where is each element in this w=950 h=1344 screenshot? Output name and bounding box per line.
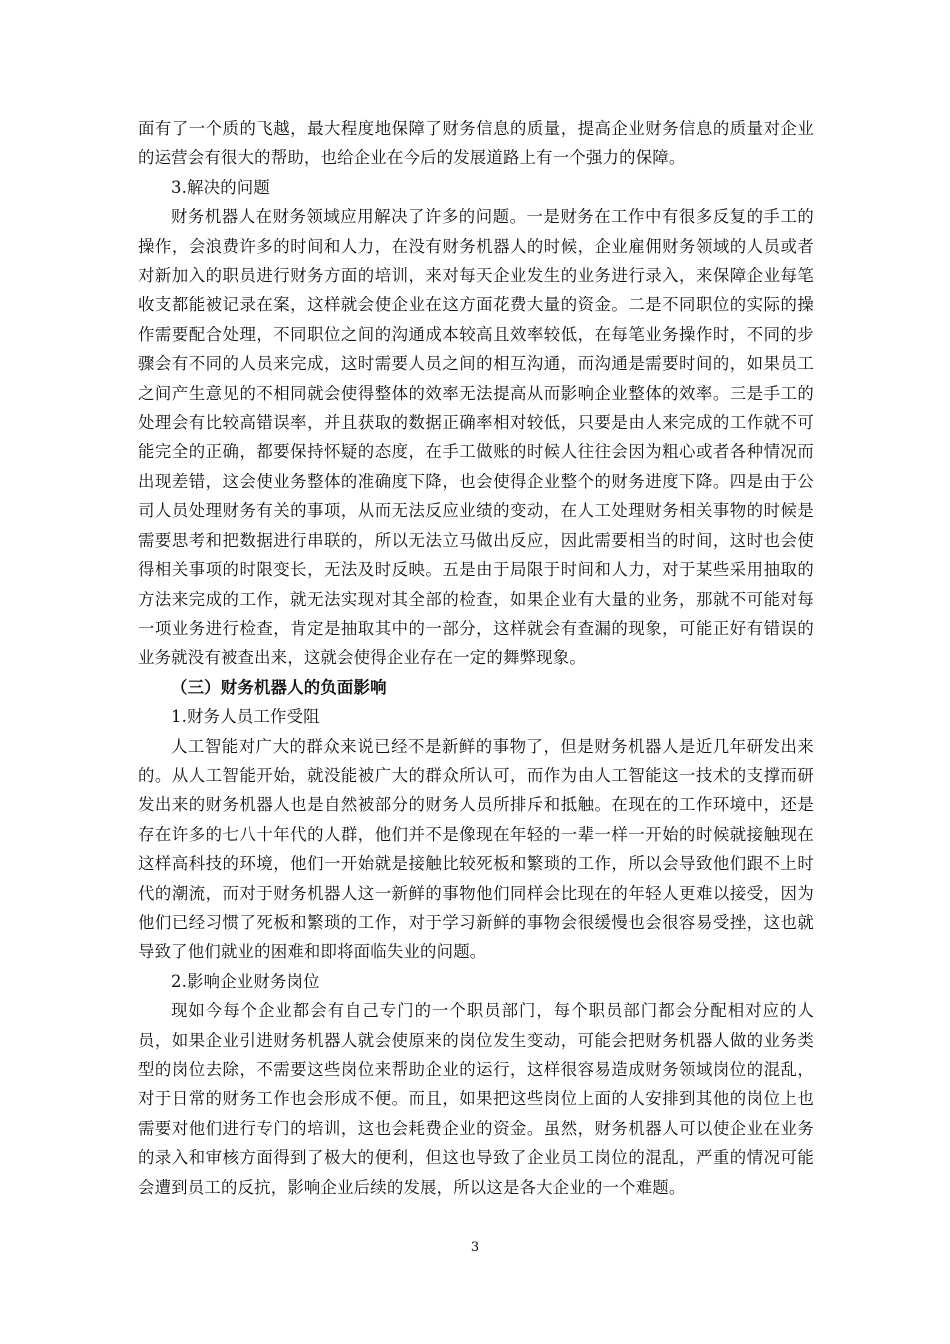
paragraph-staff-work-hindered: 人工智能对广大的群众来说已经不是新鲜的事物了，但是财务机器人是近几年研发出来的。从人工智能开始，就没能被广大的群众所认可，而作为由人工智能这一技术的支撑而研发出来的财务机器人也是自然被部分的财务人员所排斥和抵触。在现在的工作环境中，还是存在许多的七八十年代的人群，他们并不是像现在年轻的一辈一样一开始的时候就接触现在这样高科技的环境，他们一开始就是接触比较死板和繁琐的工作，所以会导致他们跟不上时代的潮流，而对于财务机器人这一新鲜的事物他们同样会比现在的年轻人更难以接受，因为他们已经习惯了死板和繁琐的工作，对于学习新鲜的事物会很缓慢也会很容易受挫，这也就导致了他们就业的困难和即将面临失业的问题。 <box>138 736 814 962</box>
paragraph-finance-positions: 现如今每个企业都会有自己专门的一个职员部门，每个职员部门都会分配相对应的人员，如果企业引进财务机器人就会使原来的岗位发生变动，可能会把财务机器人做的业务类型的岗位去除，不需要这些岗位来帮助企业的运行，这样很容易造成财务领域岗位的混乱，对于日常的财务工作也会形成不便。而且，如果把这些岗位上面的人安排到其他的岗位上也需要对他们进行专门的培训，这也会耗费企业的资金。虽然，财务机器人可以使企业在业务的录入和审核方面得到了极大的便利，但这也导致了企业员工岗位的混乱，严重的情况可能会遭到员工的反抗，影响企业后续的发展，所以这是各大企业的一个难题。 <box>138 1001 814 1197</box>
paragraph-resolved-problems: 财务机器人在财务领域应用解决了许多的问题。一是财务在工作中有很多反复的手工的操作，会浪费许多的时间和人力，在没有财务机器人的时候，企业雇佣财务领域的人员或者对新加入的职员进行财务方面的培训，来对每天企业发生的业务进行录入，来保障企业每笔收支都能被记录在案，这样就会使企业在这方面花费大量的资金。二是不同职位的实际的操作需要配合处理，不同职位之间的沟通成本较高且效率较低，在每笔业务操作时，不同的步骤会有不同的人员来完成，这时需要人员之间的相互沟通，而沟通是需要时间的，如果员工之间产生意见的不相同就会使得整体的效率无法提高从而影响企业整体的效率。三是手工的处理会有比较高错误率，并且获取的数据正确率相对较低，只要是由人来完成的工作就不可能完全的正确，都要保持怀疑的态度，在手工做账的时候人往往会因为粗心或者各种情况而出现差错，这会使业务整体的准确度下降，也会使得企业整个的财务进度下降。四是由于公司人员处理财务有关的事项，从而无法反应业绩的变动，在人工处理财务相关事物的时候是需要思考和把数据进行串联的，所以无法立马做出反应，因此需要相当的时间，这时也会使得相关事项的时限变长，无法及时反映。五是由于局限于时间和人力，对于某些采用抽取的方法来完成的工作，就无法实现对其全部的检查，如果企业有大量的业务，那就不可能对每一项业务进行检查，肯定是抽取其中的一部分，这样就会有查漏的现象，可能正好有错误的业务就没有被查出来，这就会使得企业存在一定的舞弊现象。 <box>138 207 814 668</box>
page-number: 3 <box>470 1240 480 1255</box>
subheading-finance-positions: 2.影响企业财务岗位 <box>171 971 320 991</box>
section-heading-negative-impact: （三）财务机器人的负面影响 <box>171 677 387 697</box>
subheading-staff-work-hindered: 1.财务人员工作受阻 <box>171 707 320 727</box>
page-body <box>138 114 814 1202</box>
paragraph-continuation: 面有了一个质的飞越，最大程度地保障了财务信息的质量，提高企业财务信息的质量对企业的运营会有很大的帮助，也给企业在今后的发展道路上有一个强力的保障。 <box>138 119 814 168</box>
subheading-resolved-problems: 3.解决的问题 <box>171 177 270 197</box>
